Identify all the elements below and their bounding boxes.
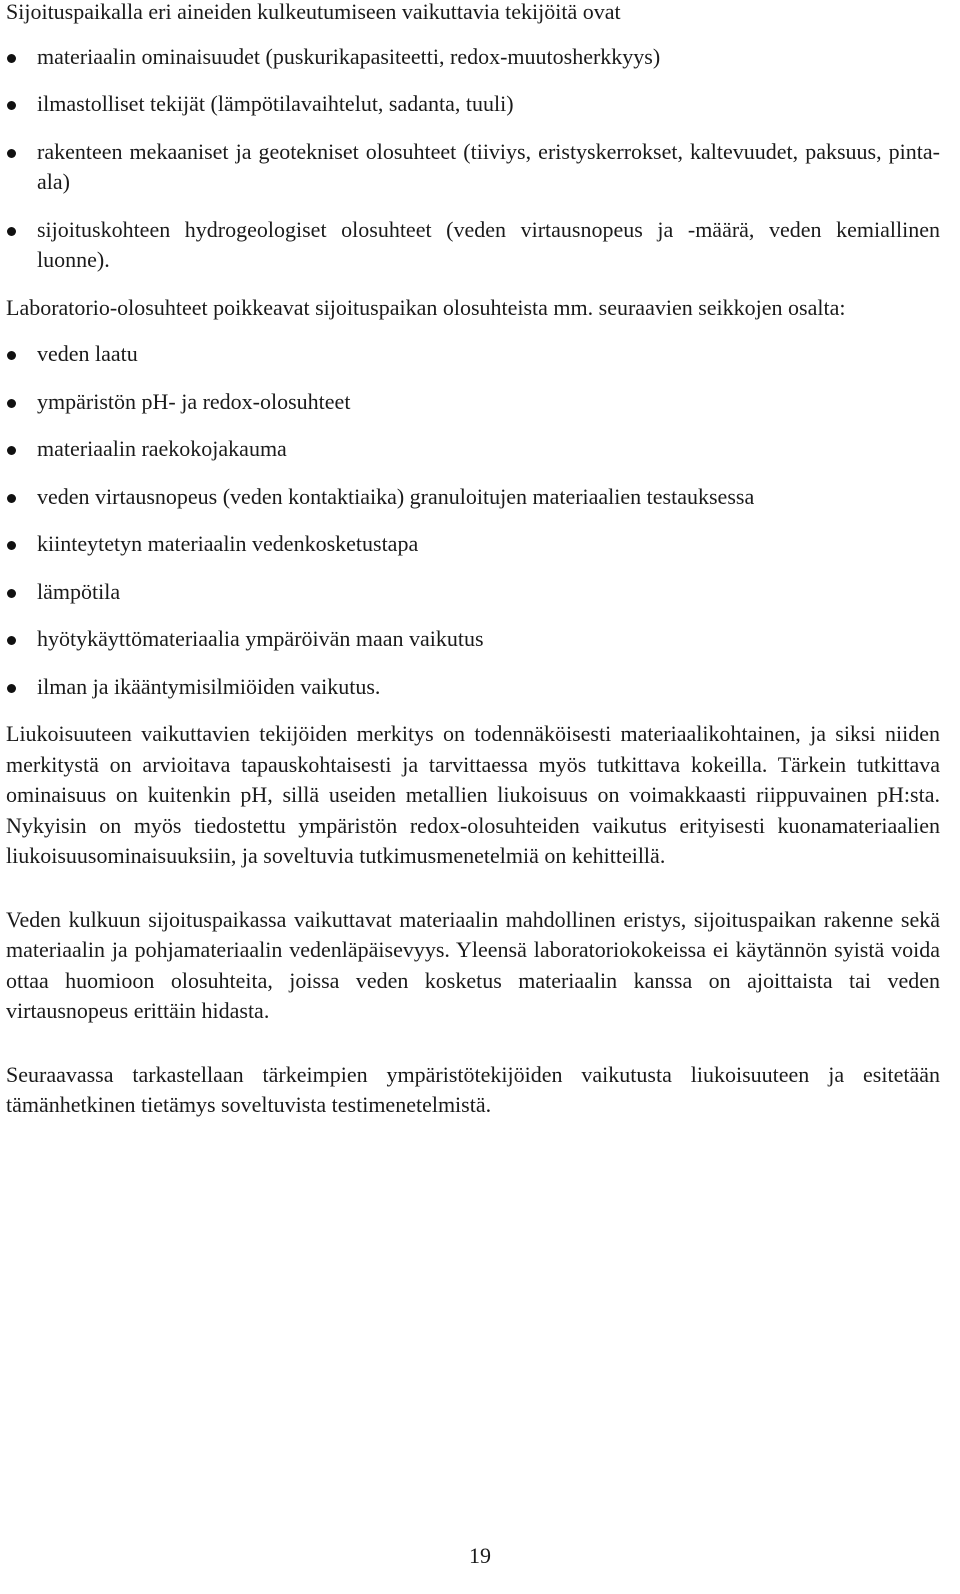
list-item-text: hyötykäyttömateriaalia ympäröivän maan vaikutus (37, 626, 484, 651)
bullet-icon (7, 541, 16, 550)
bullet-icon (7, 399, 16, 408)
page-number: 19 (469, 1543, 491, 1568)
list-item (6, 89, 940, 120)
list-item-text: ilmastolliset tekijät (lämpötilavaihtelut, sadanta, tuuli) (37, 91, 514, 116)
body-paragraph: Liukoisuuteen vaikuttavien tekijöiden merkitys on todennäköisesti materiaalikohtainen, ja siksi niiden merkitystä on arvioitava tapauskohtaisesti ja tarvittaessa myös tutkittava kokeilla. Tärkein tutkittava ominaisuus on kuitenkin pH, sillä useiden metallien liukoisuus on voimakkaasti riippuvainen pH:sta. Nykyisin on myös tiedostettu ympäristön redox-olosuhteiden vaikutus erityisesti kuonamateriaalien liukoisuusominaisuuksiin, ja soveltuvia tutkimusmenetelmiä on kehitteillä. (6, 721, 940, 868)
list-item-text: lämpötila (37, 578, 121, 604)
list-item (6, 434, 940, 465)
list-item-text: veden laatu (37, 341, 138, 366)
bullet-icon (7, 149, 16, 158)
bullet-icon (7, 589, 16, 598)
list-item (6, 215, 940, 276)
bullet-icon (7, 227, 16, 236)
bullet-icon (7, 351, 16, 360)
list-item-text: ilman ja ikääntymisilmiöiden vaikutus. (37, 673, 381, 699)
list-item-text: sijoituskohteen hydrogeologiset olosuhteet (veden virtausnopeus ja -määrä, veden kemiallinen luonne). (37, 216, 940, 272)
list-item-text: materiaalin raekokojakauma (37, 436, 287, 461)
intro-text-1: Sijoituspaikalla eri aineiden kulkeutumiseen vaikuttavia tekijöitä ovat (6, 0, 621, 24)
list-item-text: materiaalin ominaisuudet (puskurikapasiteetti, redox-muutosherkkyys) (37, 43, 661, 69)
list-item-text: ympäristön pH- ja redox-olosuhteet (37, 388, 351, 414)
list-item (6, 482, 940, 513)
intro-text-2: Laboratorio-olosuhteet poikkeavat sijoituspaikan olosuhteista mm. seuraavien seikkojen osalta: (6, 294, 846, 320)
body-paragraph: Seuraavassa tarkastellaan tärkeimpien ympäristötekijöiden vaikutusta liukoisuuteen ja esitetään tämänhetkinen tietämys soveltuvista testimenetelmistä. (6, 1061, 940, 1117)
list-item-text: rakenteen mekaaniset ja geotekniset olosuhteet (tiiviys, eristyskerrokset, kaltevuudet, paksuus, pinta-ala) (37, 138, 940, 194)
bullet-icon (7, 494, 16, 503)
list-item-text: kiinteytetyn materiaalin vedenkosketustapa (37, 531, 419, 556)
list-item (6, 387, 940, 418)
document-page (6, 0, 940, 1154)
environment-factors-list (6, 42, 940, 276)
bullet-icon (7, 684, 16, 693)
bullet-icon (7, 446, 16, 455)
list-item-text: veden virtausnopeus (veden kontaktiaika) granuloitujen materiaalien testauksessa (37, 483, 755, 509)
list-item (6, 672, 940, 703)
bullet-icon (7, 636, 16, 645)
list-item (6, 339, 940, 370)
bullet-icon (7, 101, 16, 110)
list-item (6, 577, 940, 608)
list-item (6, 137, 940, 198)
body-paragraph: Veden kulkuun sijoituspaikassa vaikuttavat materiaalin mahdollinen eristys, sijoituspaikan rakenne sekä materiaalin ja pohjamateriaalin vedenläpäisevyys. Yleensä laboratoriokokeissa ei käytännön syistä voida ottaa huomioon olosuhteita, joissa veden kosketus materiaalin kanssa on ajoittaista tai veden virtausnopeus erittäin hidasta. (6, 906, 940, 1023)
list-item (6, 529, 940, 560)
lab-conditions-list (6, 339, 940, 702)
bullet-icon (7, 54, 16, 63)
list-item (6, 42, 940, 73)
list-item (6, 624, 940, 655)
